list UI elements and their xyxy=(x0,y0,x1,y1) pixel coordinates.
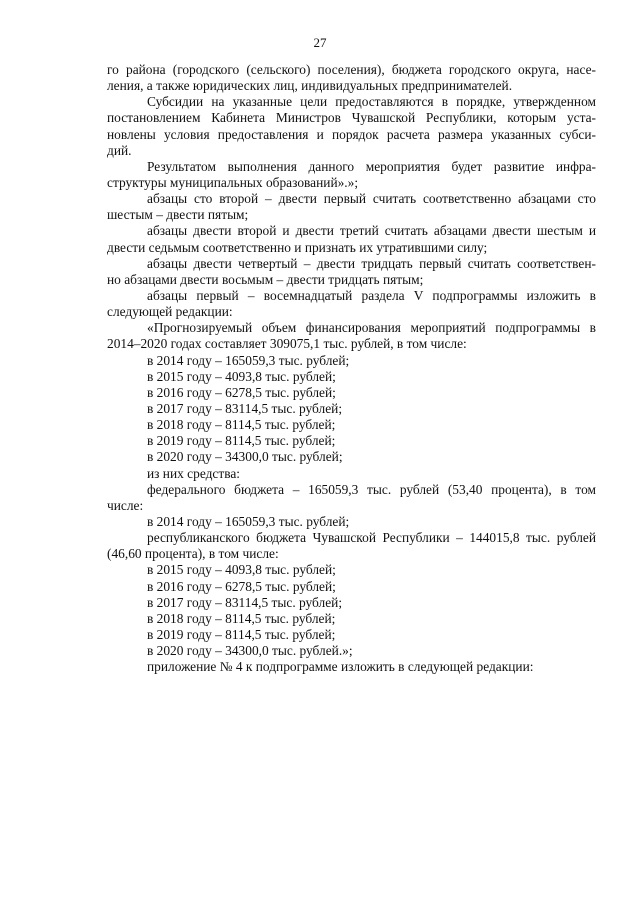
text-line: «Прогнозируемый объем финансирования мероприятий подпрограммы в xyxy=(147,320,596,336)
text-line: в 2015 году – 4093,8 тыс. рублей; xyxy=(147,368,336,384)
text-line: Субсидии на указанные цели предоставляются в порядке, утвержденном xyxy=(147,94,596,110)
text-line: абзацы сто второй – двести первый считать соответственно абзацами сто xyxy=(147,191,596,207)
text-line: в 2018 году – 8114,5 тыс. рублей; xyxy=(147,610,336,626)
text-line: структуры муниципальных образований».»; xyxy=(107,174,359,190)
text-line: в 2016 году – 6278,5 тыс. рублей; xyxy=(147,384,336,400)
text-line: в 2018 году – 8114,5 тыс. рублей; xyxy=(147,417,336,433)
text-line: в 2017 году – 83114,5 тыс. рублей; xyxy=(147,400,343,416)
text-line: федерального бюджета – 165059,3 тыс. рублей (53,40 процента), в том xyxy=(147,481,596,497)
text-line: в 2020 году – 34300,0 тыс. рублей; xyxy=(147,449,343,465)
text-line: постановлением Кабинета Министров Чувашской Республики, которым уста- xyxy=(107,110,596,126)
text-line: следующей редакции: xyxy=(107,304,233,320)
text-line: в 2014 году – 165059,3 тыс. рублей; xyxy=(147,513,350,529)
text-line: го района (городского (сельского) поселения), бюджета городского округа, насе- xyxy=(107,62,596,77)
text-line: абзацы первый – восемнадцатый раздела V подпрограммы изложить в xyxy=(147,287,596,303)
text-line: дий. xyxy=(107,142,132,158)
text-line: 2014–2020 годах составляет 309075,1 тыс. рублей, в том числе: xyxy=(107,336,467,352)
text-line: Результатом выполнения данного мероприятия будет развитие инфра- xyxy=(147,158,596,174)
text-line: шестым – двести пятым; xyxy=(107,207,249,223)
text-line: в 2015 году – 4093,8 тыс. рублей; xyxy=(147,562,336,578)
text-line: но абзацами двести восьмым – двести тридцать пятым; xyxy=(107,271,424,287)
text-line: ления, а также юридических лиц, индивидуальных предпринимателей. xyxy=(107,78,513,94)
text-line: в 2019 году – 8114,5 тыс. рублей; xyxy=(147,433,336,449)
text-line: в 2017 году – 83114,5 тыс. рублей; xyxy=(147,594,343,610)
text-line: приложение № 4 к подпрограмме изложить в следующей редакции: xyxy=(147,659,534,675)
page-number: 27 xyxy=(313,35,327,50)
text-line: новлены условия предоставления и порядок расчета размера указанных субси- xyxy=(107,126,596,142)
text-line: в 2016 году – 6278,5 тыс. рублей; xyxy=(147,578,336,594)
text-line: (46,60 процента), в том числе: xyxy=(107,546,279,562)
text-line: из них средства: xyxy=(147,465,241,481)
text-line: абзацы двести четвертый – двести тридцать первый считать соответствен- xyxy=(147,255,596,271)
text-line: в 2019 году – 8114,5 тыс. рублей; xyxy=(147,626,336,642)
text-line: абзацы двести второй и двести третий считать абзацами двести шестым и xyxy=(147,223,596,239)
document-body xyxy=(107,62,596,675)
text-line: в 2020 году – 34300,0 тыс. рублей.»; xyxy=(147,643,353,659)
text-line: в 2014 году – 165059,3 тыс. рублей; xyxy=(147,352,350,368)
text-line: республиканского бюджета Чувашской Республики – 144015,8 тыс. рублей xyxy=(147,530,596,546)
text-line: двести седьмым соответственно и признать их утратившими силу; xyxy=(107,239,488,255)
text-line: числе: xyxy=(107,497,144,513)
